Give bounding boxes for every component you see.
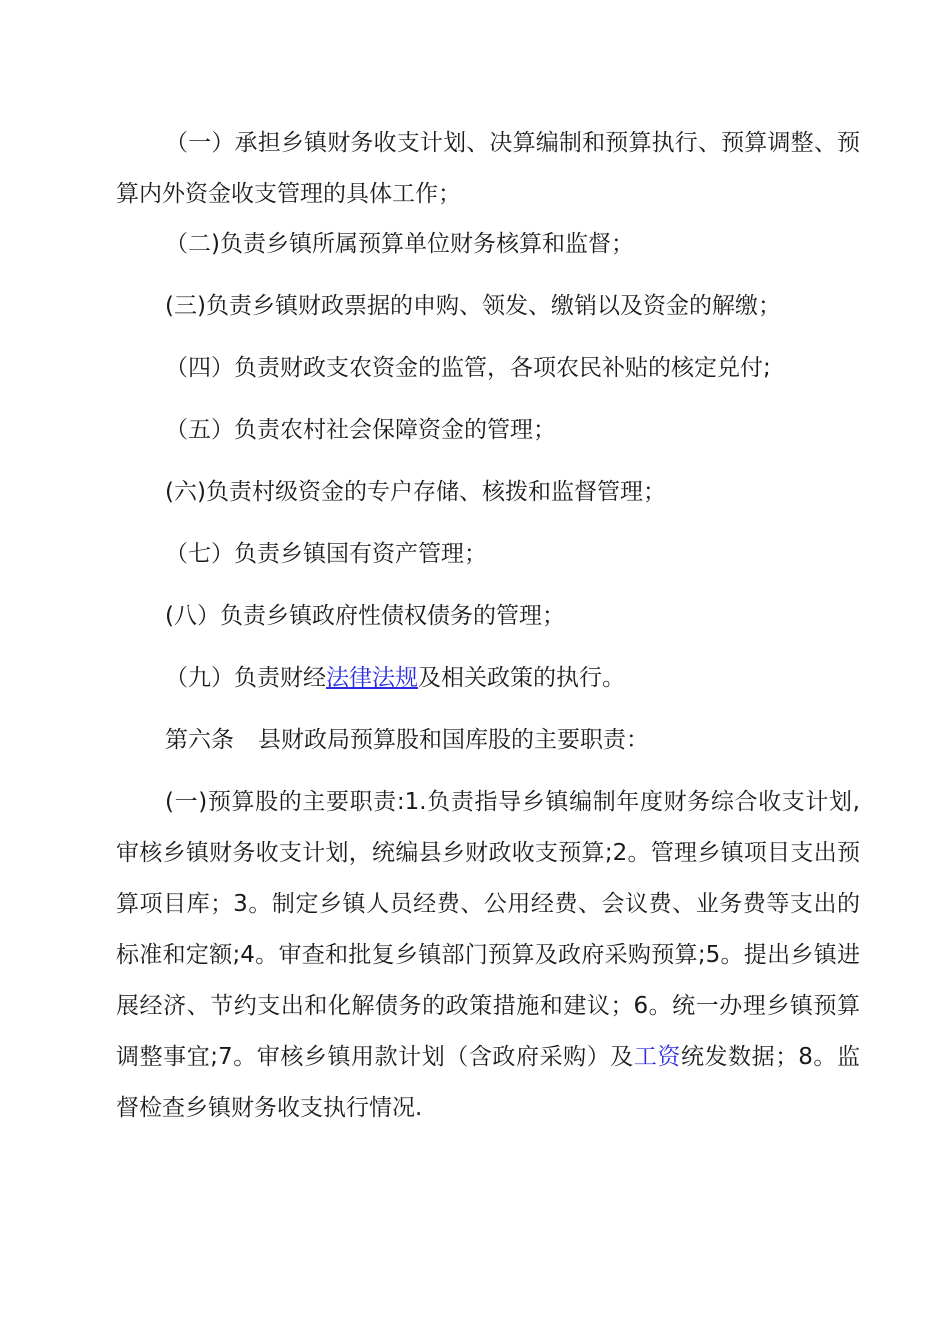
- article-six-text: 县财政局预算股和国库股的主要职责：: [258, 727, 649, 753]
- paragraph-2: [116, 229, 860, 260]
- paragraph-6-text: (六)负责村级资金的专户存储、核拨和监督管理；: [165, 479, 666, 505]
- paragraph-9: [116, 663, 860, 694]
- paragraph-8-text: (八）负责乡镇政府性债权债务的管理；: [165, 603, 565, 629]
- paragraph-3-text: (三)负责乡镇财政票据的申购、领发、缴销以及资金的解缴；: [165, 293, 781, 319]
- document-body: [116, 128, 860, 1134]
- law-regulation-link[interactable]: 法律法规: [326, 665, 418, 691]
- paragraph-9-text-after: 及相关政策的执行。: [418, 665, 625, 691]
- paragraph-6: [116, 477, 860, 508]
- paragraph-8: [116, 601, 860, 632]
- paragraph-1: [116, 118, 860, 220]
- paragraph-4: [116, 353, 860, 384]
- article-six-heading: [116, 725, 860, 756]
- paragraph-5-text: （五）负责农村社会保障资金的管理；: [165, 417, 556, 443]
- wages-link[interactable]: 工资: [633, 1044, 681, 1070]
- article-number: 第六条: [165, 727, 234, 753]
- paragraph-2-text: （二)负责乡镇所属预算单位财务核算和监督；: [165, 231, 634, 257]
- paragraph-7-text: （七）负责乡镇国有资产管理；: [165, 541, 487, 567]
- paragraph-9-text-before: （九）负责财经: [165, 665, 326, 691]
- paragraph-1-text: （一）承担乡镇财务收支计划、决算编制和预算执行、预算调整、预算内外资金收支管理的具体工作；: [116, 130, 860, 207]
- paragraph-4-text: （四）负责财政支农资金的监管，各项农民补贴的核定兑付;: [165, 355, 771, 381]
- budget-duties-text-after: 统发数据；8。监督检查乡镇财务收支执行情况.: [116, 1044, 860, 1121]
- paragraph-7: [116, 539, 860, 570]
- paragraph-3: [116, 291, 860, 322]
- paragraph-budget-duties: [116, 777, 860, 1134]
- paragraph-5: [116, 415, 860, 446]
- budget-duties-text-before: (一)预算股的主要职责:1.负责指导乡镇编制年度财务综合收支计划,审核乡镇财务收支计划，统编县乡财政收支预算;2。管理乡镇项目支出预算项目库；3。制定乡镇人员经费、公用经费、会议费、业务费等支出的标准和定额;4。审查和批复乡镇部门预算及政府采购预算;5。提出乡镇进展经济、节约支出和化解债务的政策措施和建议；6。统一办理乡镇预算调整事宜;7。审核乡镇用款计划（含政府采购）及: [116, 789, 860, 1070]
